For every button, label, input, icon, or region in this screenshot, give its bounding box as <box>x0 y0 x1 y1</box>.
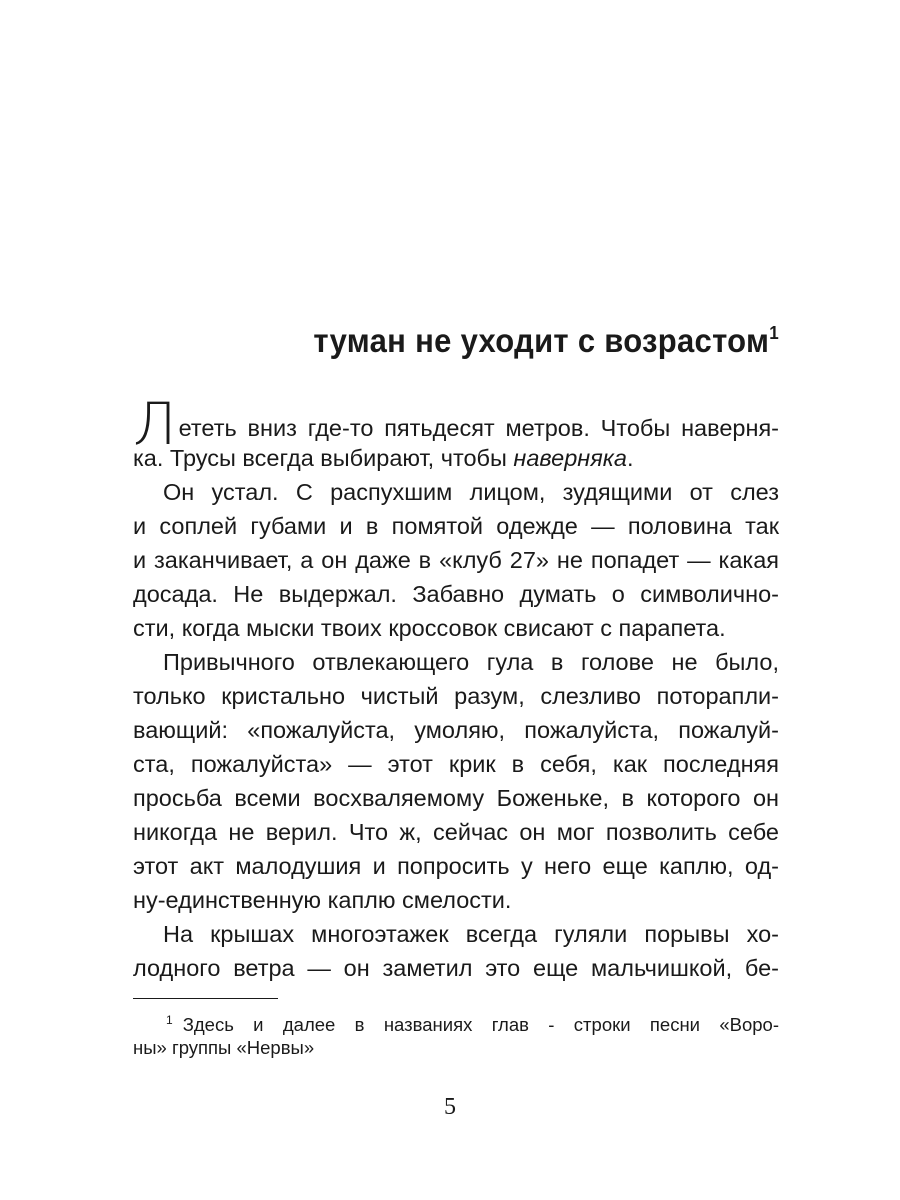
paragraph-4-line-1: На крышах многоэтажек всегда гуляли порывы хо- <box>163 921 779 947</box>
page-number: 5 <box>444 1094 456 1120</box>
chapter-title-text: туман не уходит с возрастом <box>313 321 770 360</box>
paragraph-3-line-1: Привычного отвлекающего гула в голове не было, <box>163 649 779 675</box>
paragraph-2-line-2: и соплей губами и в помятой одежде — половина так <box>133 513 779 539</box>
chapter-title <box>313 322 779 361</box>
paragraph-4-line-2: лодного ветра — он заметил это еще мальчишкой, бе- <box>133 955 779 981</box>
paragraph-3-line-4: ста, пожалуйста» — этот крик в себя, как последняя <box>133 751 779 777</box>
paragraph-3-line-8: ну-единственную каплю смелости. <box>133 887 512 913</box>
paragraph-3-line-6: никогда не верил. Что ж, сейчас он мог позволить себе <box>133 819 779 845</box>
paragraph-2-line-4: досада. Не выдержал. Забавно думать о символичнo- <box>133 581 779 607</box>
footnote-line-1 <box>133 1007 779 1034</box>
paragraph-3-line-3: вающий: «пожалуйста, умоляю, пожалуйста, пожалуй- <box>133 717 779 743</box>
paragraph-2-line-1: Он устал. С распухшим лицом, зудящими от слез <box>163 479 779 505</box>
footnote <box>133 1007 779 1061</box>
footnote-reference[interactable]: 1 <box>769 322 779 344</box>
paragraph-3-line-5: просьба всеми восхваляемому Боженьке, в которого он <box>133 785 779 811</box>
footnote-marker: 1 <box>166 1013 173 1027</box>
line-text: . <box>626 445 634 471</box>
paragraph-3-line-7: этот акт малодушия и попросить у него еще каплю, од- <box>133 853 779 879</box>
paragraph-3-line-2: только кристально чистый разум, слезливо поторапли- <box>133 683 779 709</box>
body-text <box>133 390 779 985</box>
footnote-text: Здесь и далее в названиях глав - строки песни «Воро- <box>182 1014 779 1035</box>
footnote-divider <box>133 998 278 999</box>
paragraph-2-line-5: сти, когда мыски твоих кроссовок свисают с парапета. <box>133 615 726 641</box>
line-text: ка. Трусы всегда выбирают, чтобы <box>133 445 514 471</box>
footnote-line-2: ны» группы «Нервы» <box>133 1037 315 1058</box>
line-text: ететь вниз где-то пятьдесят метров. Чтобы наверня- <box>178 415 779 441</box>
italic-emphasis: наверняка <box>513 445 627 471</box>
drop-cap: Л <box>133 390 177 458</box>
paragraph-2-line-3: и заканчивает, а он даже в «клуб 27» не попадет — какая <box>133 547 779 573</box>
paragraph-1-line-2 <box>133 441 779 475</box>
